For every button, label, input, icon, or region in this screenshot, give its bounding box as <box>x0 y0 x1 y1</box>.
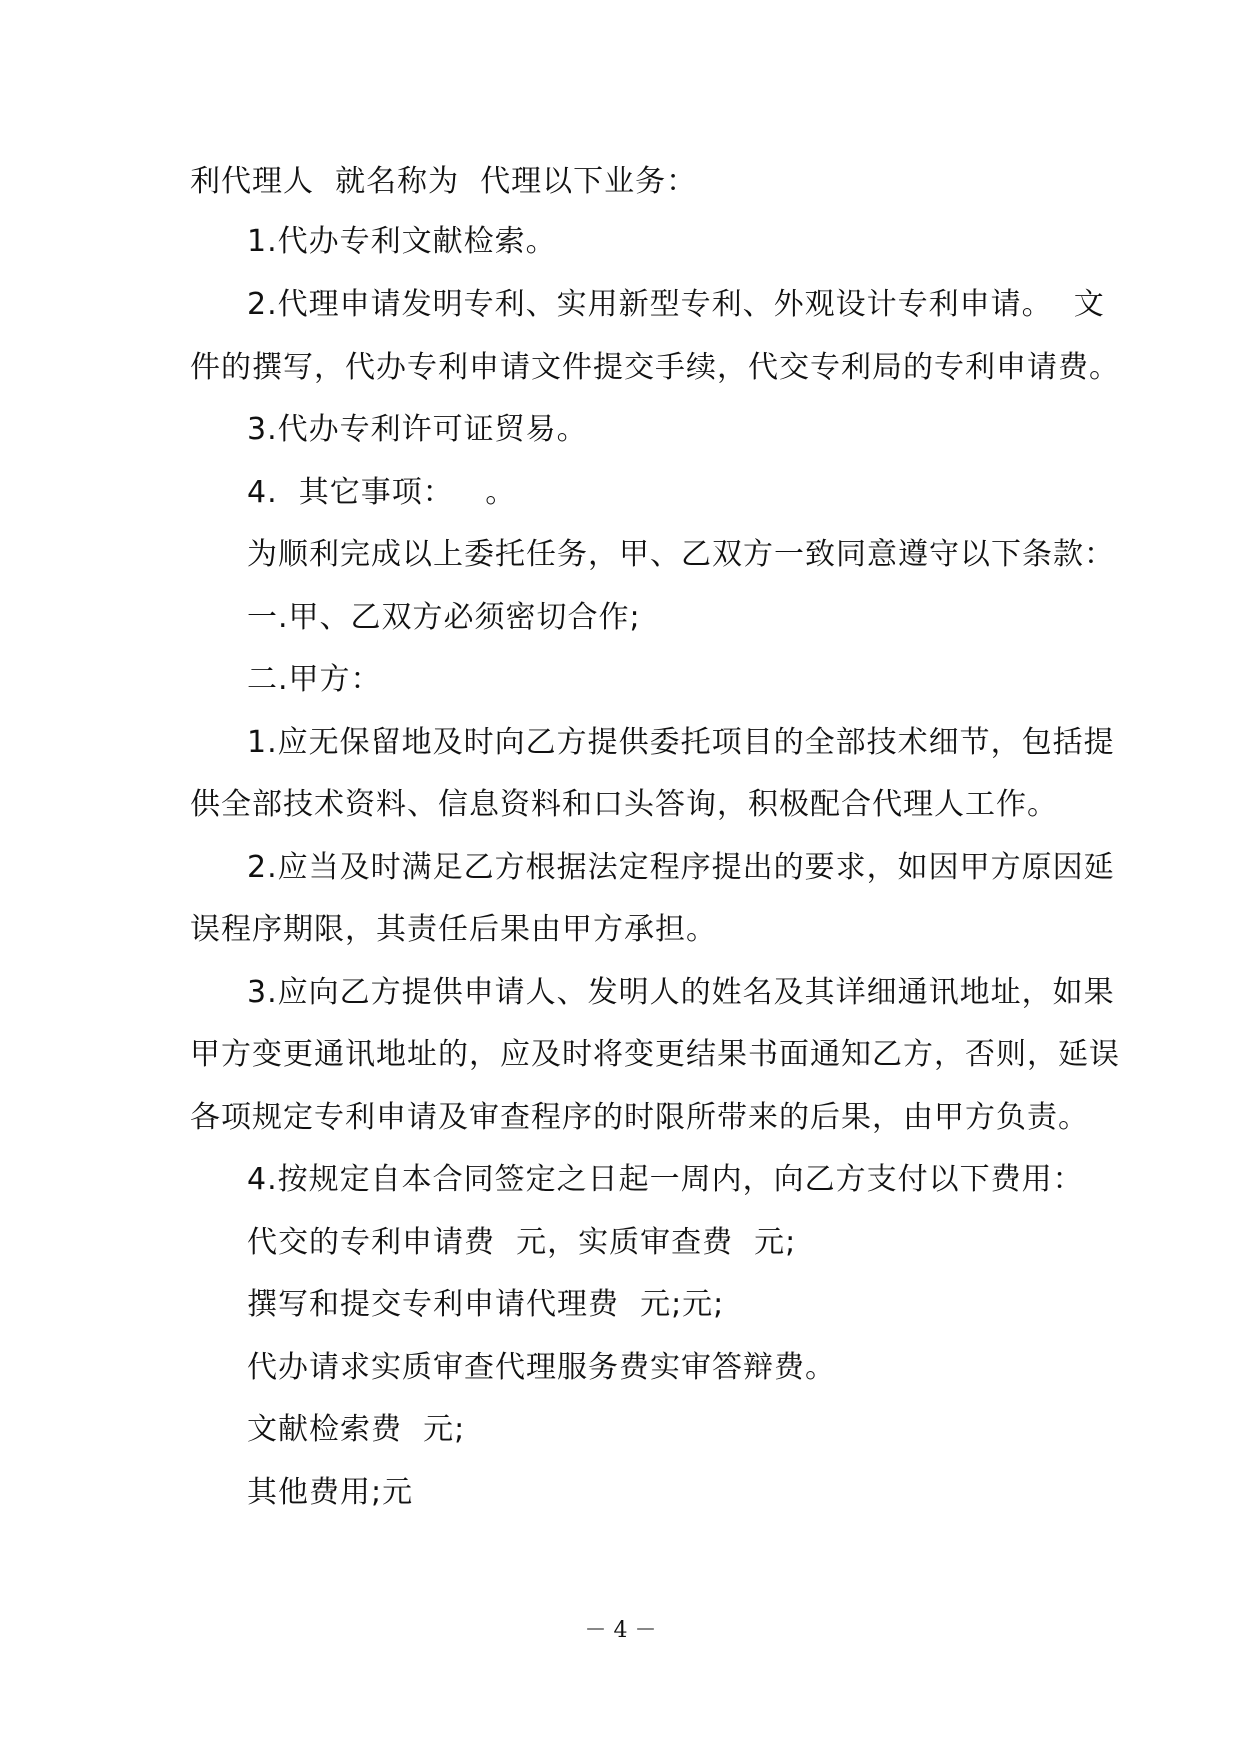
text-line: 为顺利完成以上委托任务，甲、乙双方一致同意遵守以下条款： <box>247 537 1115 572</box>
text-line: 代交的专利申请费 元，实质审查费 元; <box>247 1225 797 1260</box>
text-line: 4.按规定自本合同签定之日起一周内，向乙方支付以下费用： <box>247 1162 1084 1197</box>
text-line: 二.甲方： <box>247 662 382 697</box>
text-line: 1.应无保留地及时向乙方提供委托项目的全部技术细节，包括提 <box>247 725 1115 760</box>
text-line: 3.应向乙方提供申请人、发明人的姓名及其详细通讯地址，如果 <box>247 975 1115 1010</box>
text-line: 件的撰写，代办专利申请文件提交手续，代交专利局的专利申请费。 <box>190 350 1120 385</box>
text-line: 3.代办专利许可证贸易。 <box>247 412 588 447</box>
text-line: 代办请求实质审查代理服务费实审答辩费。 <box>247 1350 836 1385</box>
text-line: 1.代办专利文献检索。 <box>247 224 557 259</box>
text-line: 利代理人 就名称为 代理以下业务： <box>190 164 698 199</box>
text-line: 甲方变更通讯地址的，应及时将变更结果书面通知乙方，否则，延误 <box>190 1037 1120 1072</box>
text-line: 一.甲、乙双方必须密切合作; <box>247 600 641 635</box>
page-number: － 4 － <box>584 1618 657 1643</box>
text-line: 供全部技术资料、信息资料和口头答询，积极配合代理人工作。 <box>190 787 1058 822</box>
text-line: 撰写和提交专利申请代理费 元;元; <box>247 1287 725 1322</box>
text-line: 其他费用;元 <box>247 1475 414 1510</box>
text-line: 文献检索费 元; <box>247 1412 466 1447</box>
text-line: 4. 其它事项： 。 <box>247 475 517 510</box>
text-line: 2.应当及时满足乙方根据法定程序提出的要求，如因甲方原因延 <box>247 850 1115 885</box>
text-line: 误程序期限，其责任后果由甲方承担。 <box>190 912 717 947</box>
text-line: 各项规定专利申请及审查程序的时限所带来的后果，由甲方负责。 <box>190 1100 1089 1135</box>
text-line: 2.代理申请发明专利、实用新型专利、外观设计专利申请。 文 <box>247 287 1105 322</box>
